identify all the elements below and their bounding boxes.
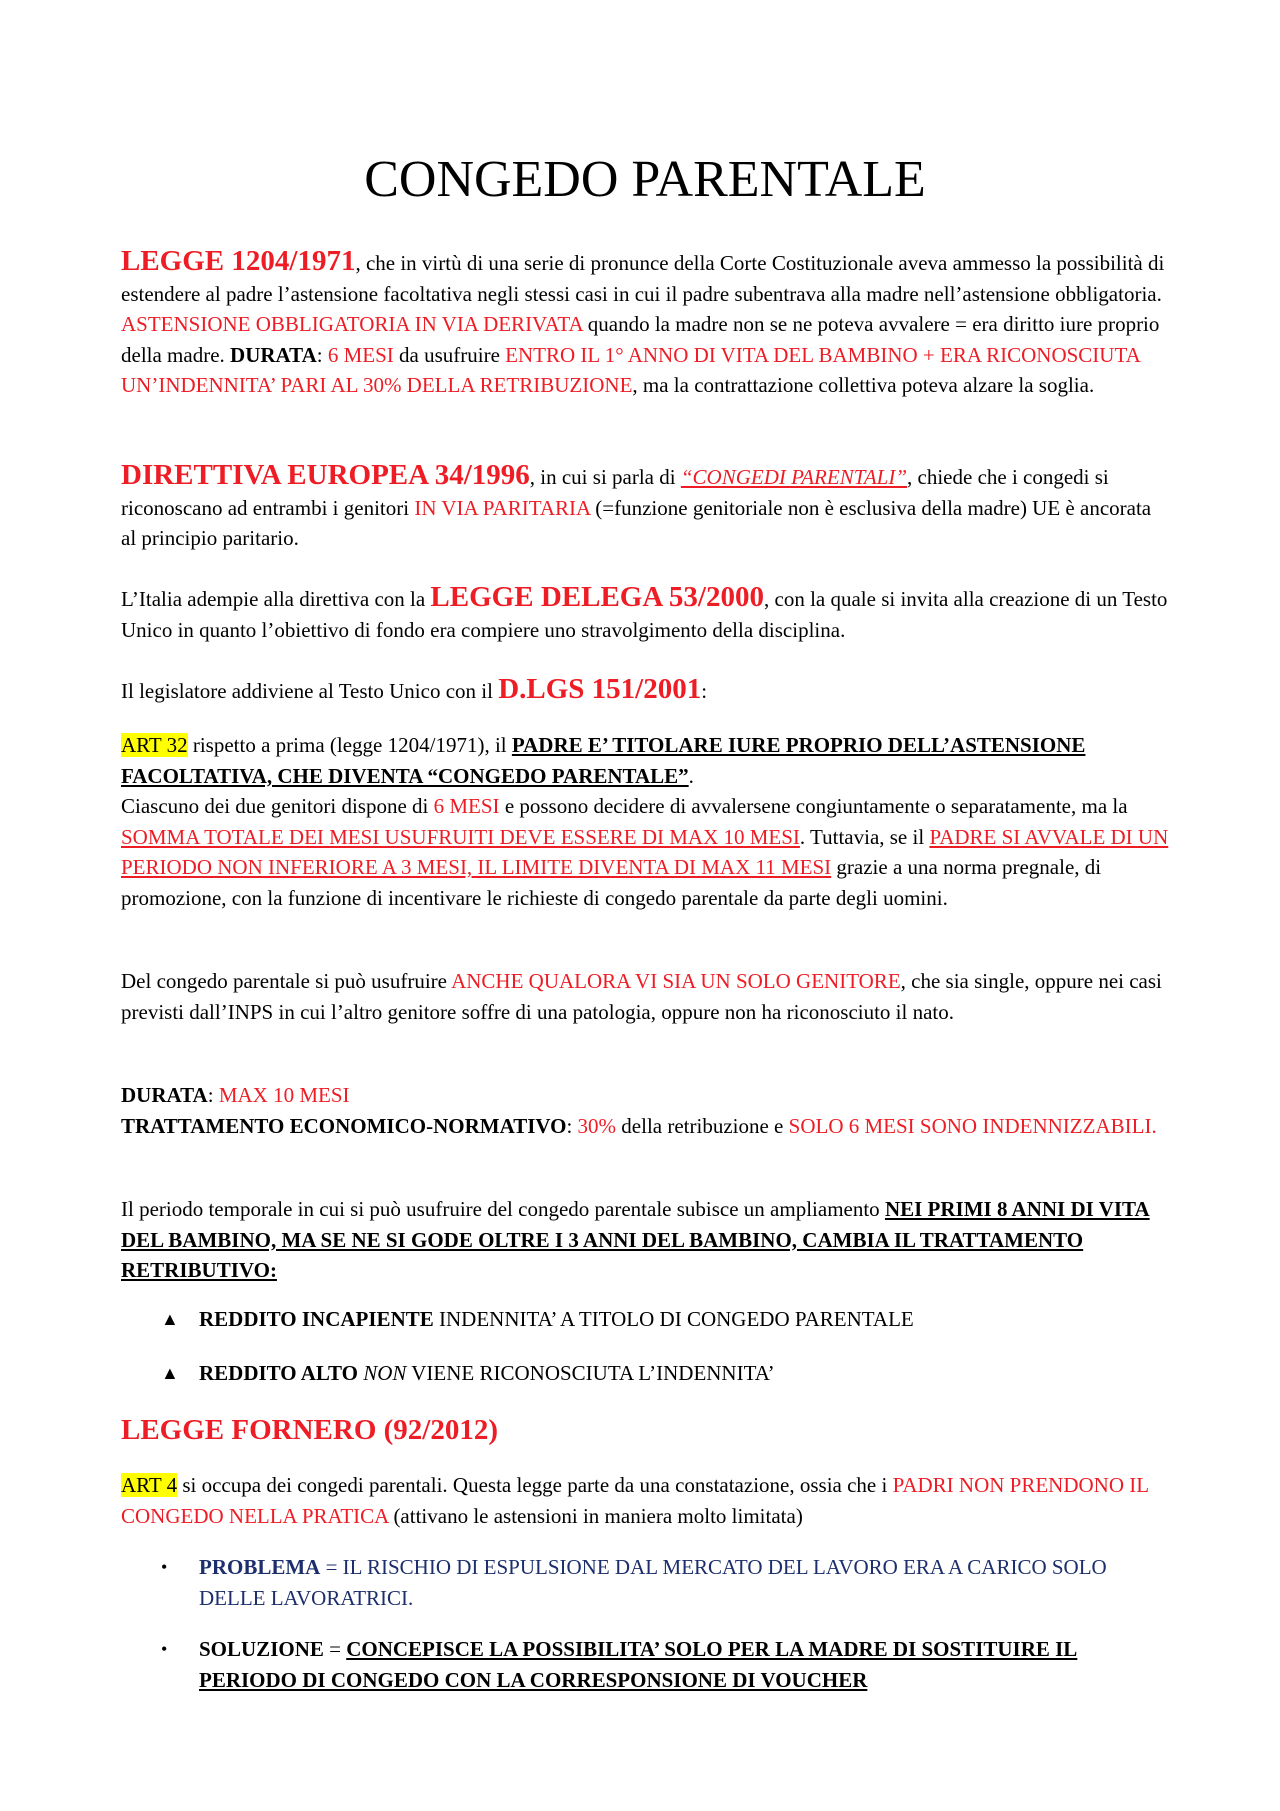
law-title-legge-1204: LEGGE 1204/1971 — [121, 245, 356, 277]
dot-bullet-icon: • — [161, 1639, 168, 1659]
list-item: ▲ REDDITO INCAPIENTE INDENNITA’ A TITOLO DI CONGEDO PARENTALE — [121, 1304, 1169, 1335]
art-4-highlight: ART 4 — [121, 1473, 178, 1497]
paragraph-direttiva-europea: DIRETTIVA EUROPEA 34/1996, in cui si parla di “CONGEDI PARENTALI”, chiede che i congedi si riconoscano ad entrambi i genitori IN VIA PARITARIA (=funzione genitoriale non è esclusiva della madre) UE è ancorata al principio paritario. — [121, 459, 1152, 550]
paragraph-legge-1204: LEGGE 1204/1971, che in virtù di una serie di pronunce della Corte Costituzionale aveva ammesso la possibilità di estendere al padre l’astensione facoltativa negli stessi casi in cui il padre subentrava alla madre nell’astensione obbligatoria. ASTENSIONE OBBLIGATORIA IN VIA DERIVATA quando la madre non se ne poteva avvalere = era diritto iure proprio della madre. DURATA: 6 MESI da usufruire ENTRO IL 1° ANNO DI VITA DEL BAMBINO + ERA RICONOSCIUTA UN’INDENNITA’ PARI AL 30% DELLA RETRIBUZIONE, ma la contrattazione collettiva poteva alzare la soglia. — [121, 245, 1165, 397]
paragraph-periodo-temporale: Il periodo temporale in cui si può usufruire del congedo parentale subisce un ampliamento NEI PRIMI 8 ANNI DI VITA DEL BAMBINO, MA SE NE SI GODE OLTRE I 3 ANNI DEL BAMBINO, CAMBIA IL TRATTAMENTO RETRIBUTIVO: — [121, 1197, 1150, 1282]
law-title-direttiva: DIRETTIVA EUROPEA 34/1996 — [121, 459, 530, 491]
dot-bullet-icon: • — [161, 1557, 168, 1577]
paragraph-art-4: ART 4 si occupa dei congedi parentali. Questa legge parte da una constatazione, ossia che i PADRI NON PRENDONO IL CONGEDO NELLA PRATICA (attivano le astensioni in maniera molto limitata) — [121, 1473, 1149, 1528]
law-title-dlgs: D.LGS 151/2001 — [498, 673, 702, 705]
triangle-bullet-icon: ▲ — [161, 1363, 179, 1383]
page-title: CONGEDO PARENTALE — [364, 151, 926, 208]
triangle-bullet-icon: ▲ — [161, 1309, 179, 1329]
paragraph-dlgs: Il legislatore addiviene al Testo Unico con il D.LGS 151/2001: — [121, 673, 708, 705]
paragraph-legge-delega: L’Italia adempie alla direttiva con la LEGGE DELEGA 53/2000, con la quale si invita alla creazione di un Testo Unico in quanto l’obiettivo di fondo era compiere uno stravolgimento della disciplina. — [121, 581, 1168, 642]
paragraph-solo-genitore: Del congedo parentale si può usufruire ANCHE QUALORA VI SIA UN SOLO GENITORE, che sia single, oppure nei casi previsti dall’INPS in cui l’altro genitore soffre di una patologia, oppure non ha riconosciuto il nato. — [121, 969, 1162, 1024]
list-item: ▲ REDDITO ALTO NON VIENE RICONOSCIUTA L’INDENNITA’ — [121, 1358, 1169, 1389]
list-item-problema: • PROBLEMA = IL RISCHIO DI ESPULSIONE DAL MERCATO DEL LAVORO ERA A CARICO SOLO DELLE LAVORATRICI. — [121, 1552, 1169, 1613]
law-title-legge-delega: LEGGE DELEGA 53/2000 — [430, 581, 764, 613]
paragraph-durata-trattamento: DURATA: MAX 10 MESI TRATTAMENTO ECONOMICO-NORMATIVO: 30% della retribuzione e SOLO 6 MESI SONO INDENNIZZABILI. — [121, 1083, 1157, 1138]
list-item-soluzione: • SOLUZIONE = CONCEPISCE LA POSSIBILITA’ SOLO PER LA MADRE DI SOSTITUIRE IL PERIODO DI CONGEDO CON LA CORRESPONSIONE DI VOUCHER — [121, 1634, 1169, 1695]
paragraph-art-32: ART 32 rispetto a prima (legge 1204/1971), il PADRE E’ TITOLARE IURE PROPRIO DELL’ASTENSIONE FACOLTATIVA, CHE DIVENTA “CONGEDO PARENTALE”. Ciascuno dei due genitori dispone di 6 MESI e possono decidere di avvalersene congiuntamente o separatamente, ma la SOMMA TOTALE DEI MESI USUFRUITI DEVE ESSERE DI MAX 10 MESI. Tuttavia, se il PADRE SI AVVALE DI UN PERIODO NON INFERIORE A 3 MESI, IL LIMITE DIVENTA DI MAX 11 MESI grazie a una norma pregnale, di promozione, con la funzione di incentivare le richieste di congedo parentale da parte degli uomini. — [121, 733, 1169, 910]
art-32-highlight: ART 32 — [121, 733, 188, 757]
heading-legge-fornero: LEGGE FORNERO (92/2012) — [121, 1414, 499, 1446]
